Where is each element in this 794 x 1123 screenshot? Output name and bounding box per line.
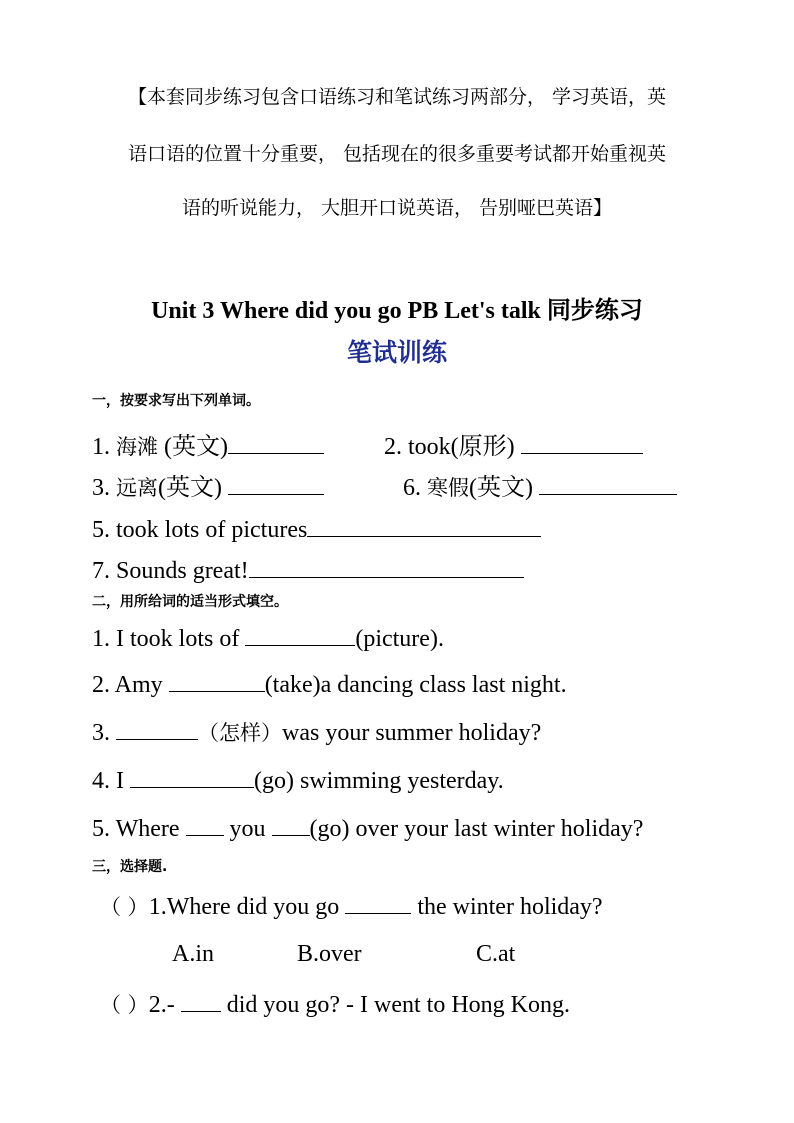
section-1-heading: 一，按要求写出下列单词。	[92, 393, 260, 409]
s2-question-1: 1. I took lots of (picture).	[92, 626, 444, 652]
s1-question-5: 5. took lots of pictures	[92, 516, 541, 542]
s2-question-5: 5. Where you (go) over your last winter holiday?	[92, 816, 644, 842]
s1-q6-chinese: 寒假	[427, 476, 469, 500]
page-subtitle: 笔试训练	[346, 338, 447, 367]
answer-blank[interactable]	[539, 474, 677, 495]
s1-question-6: 6. 寒假(英文)	[403, 474, 677, 500]
answer-blank[interactable]	[228, 433, 324, 454]
s1-question-3: 3. 远离(英文)	[92, 474, 324, 500]
answer-blank[interactable]	[228, 474, 324, 495]
s1-question-1: 1. 海滩 (英文)	[92, 433, 324, 459]
s1-question-2: 2. took(原形)	[384, 433, 643, 459]
answer-paren[interactable]: （ ）	[100, 895, 149, 919]
s3-question-1: （ ）1.Where did you go the winter holiday?	[100, 894, 603, 920]
answer-blank[interactable]	[186, 815, 224, 836]
answer-blank[interactable]	[116, 719, 198, 740]
intro-line-1: 【本套同步练习包含口语练习和笔试练习两部分， 学习英语，英	[127, 86, 667, 108]
answer-blank[interactable]	[130, 767, 254, 788]
option-b[interactable]: B.over	[297, 941, 362, 967]
answer-blank	[181, 991, 221, 1012]
s2-question-2: 2. Amy (take)a dancing class last night.	[92, 672, 567, 698]
answer-blank	[345, 893, 411, 914]
s2-question-4: 4. I (go) swimming yesterday.	[92, 768, 504, 794]
answer-paren[interactable]: （ ）	[100, 993, 149, 1017]
answer-blank[interactable]	[245, 625, 355, 646]
s1-q3-chinese: 远离	[116, 476, 158, 500]
intro-line-2: 语口语的位置十分重要， 包括现在的很多重要考试都开始重视英	[127, 143, 667, 165]
answer-blank[interactable]	[272, 815, 310, 836]
option-c[interactable]: C.at	[476, 941, 516, 967]
answer-blank[interactable]	[307, 516, 541, 537]
section-2-heading: 二，用所给词的适当形式填空。	[92, 594, 288, 610]
section-3-heading: 三，选择题.	[92, 859, 168, 875]
answer-blank[interactable]	[521, 433, 643, 454]
answer-blank[interactable]	[249, 557, 524, 578]
s2-question-3: 3. （怎样）was your summer holiday?	[92, 720, 542, 746]
page-title: Unit 3 Where did you go PB Let's talk 同步练习	[151, 298, 643, 324]
answer-blank[interactable]	[169, 671, 265, 692]
option-a[interactable]: A.in	[172, 941, 214, 967]
intro-line-3: 语的听说能力， 大胆开口说英语， 告别哑巴英语】	[181, 197, 613, 219]
s1-question-7: 7. Sounds great!	[92, 557, 524, 583]
s3-question-2: （ ）2.- did you go? - I went to Hong Kong.	[100, 992, 570, 1018]
s1-q1-chinese: 海滩	[116, 435, 158, 459]
